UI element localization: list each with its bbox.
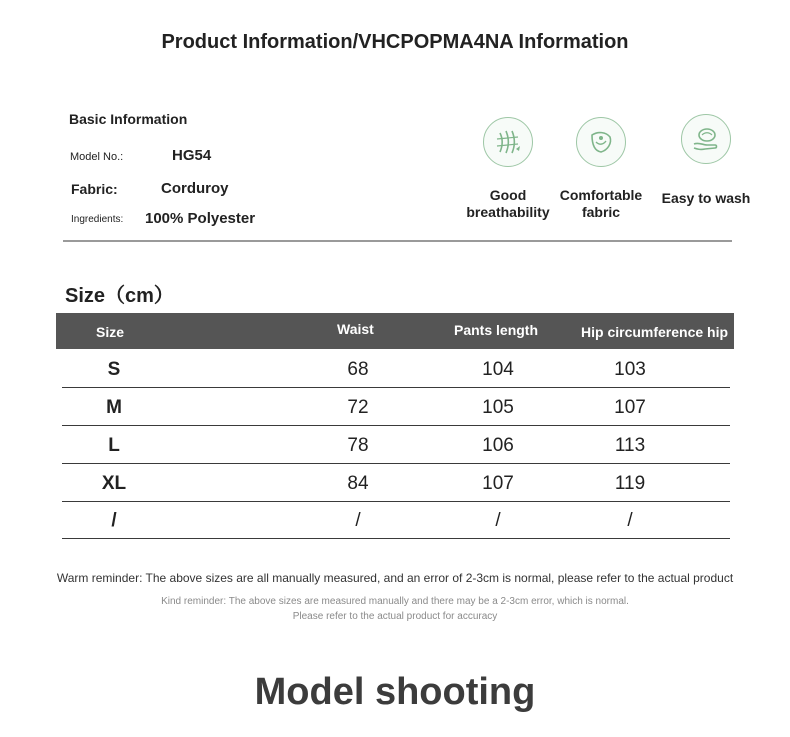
feature-label-line1: Comfortable: [559, 187, 643, 203]
wash-hand-icon: [681, 114, 731, 164]
ingredients-value: 100% Polyester: [145, 210, 256, 227]
ingredients-label: Ingredients:: [71, 214, 124, 225]
model-label: Model No.:: [70, 151, 124, 163]
table-row: [62, 501, 730, 539]
fabric-value: Corduroy: [161, 180, 229, 197]
waist-cell: 78: [347, 435, 369, 456]
comfort-fabric-icon: [576, 117, 626, 167]
waist-cell: 72: [347, 397, 369, 418]
header-pants-length: Pants length: [454, 322, 539, 338]
waist-cell: 68: [347, 359, 369, 380]
warm-reminder: Warm reminder: The above sizes are all manually measured, and an error of 2-3cm is normal, please refer to the actual product: [56, 571, 734, 585]
size-cell: L: [108, 435, 120, 456]
hip-cell: 107: [614, 397, 646, 418]
page-title: Product Information/VHCPOPMA4NA Information: [161, 31, 629, 53]
size-cell: XL: [101, 473, 127, 494]
table-row: [62, 426, 730, 464]
size-cell: /: [111, 510, 117, 531]
header-size: Size: [96, 324, 125, 340]
header-hip: Hip circumference hip: [581, 324, 729, 340]
table-row: [62, 388, 730, 426]
feature-label-line2: fabric: [581, 204, 621, 220]
kind-reminder-line1: Kind reminder: The above sizes are measured manually and there may be a 2-3cm error, which is normal.: [161, 596, 629, 607]
size-cell: M: [106, 397, 122, 418]
waist-cell: 84: [347, 473, 369, 494]
feature-easy-to-wash: [651, 114, 761, 207]
pants-length-cell: 107: [482, 473, 514, 494]
breathability-icon: [483, 117, 533, 167]
pants-length-cell: 104: [482, 359, 514, 380]
feature-label-line1: Easy to wash: [661, 190, 751, 206]
header-waist: Waist: [337, 321, 374, 337]
feature-label-line1: Good: [489, 187, 527, 203]
table-row: [62, 464, 730, 502]
size-table-header: [56, 313, 734, 349]
section-divider: [63, 240, 732, 242]
table-row: [62, 350, 730, 388]
size-cell: S: [107, 359, 121, 380]
model-shooting-heading: Model shooting: [254, 671, 536, 713]
feature-comfortable-fabric: [546, 117, 656, 221]
hip-cell: 113: [614, 435, 646, 456]
pants-length-cell: /: [495, 510, 501, 531]
hip-cell: 103: [614, 359, 646, 380]
hip-cell: /: [627, 510, 633, 531]
waist-cell: /: [355, 510, 361, 531]
fabric-label: Fabric:: [71, 181, 118, 197]
kind-reminder-line2: Please refer to the actual product for accuracy: [292, 611, 498, 622]
size-table-title: Size（cm）: [65, 285, 174, 307]
kind-reminder: [0, 594, 790, 624]
hip-cell: 119: [614, 473, 646, 494]
pants-length-cell: 105: [482, 397, 514, 418]
basic-info-heading: Basic Information: [69, 111, 188, 127]
pants-length-cell: 106: [482, 435, 514, 456]
feature-label-line2: breathability: [466, 204, 550, 220]
model-value: HG54: [172, 147, 212, 164]
